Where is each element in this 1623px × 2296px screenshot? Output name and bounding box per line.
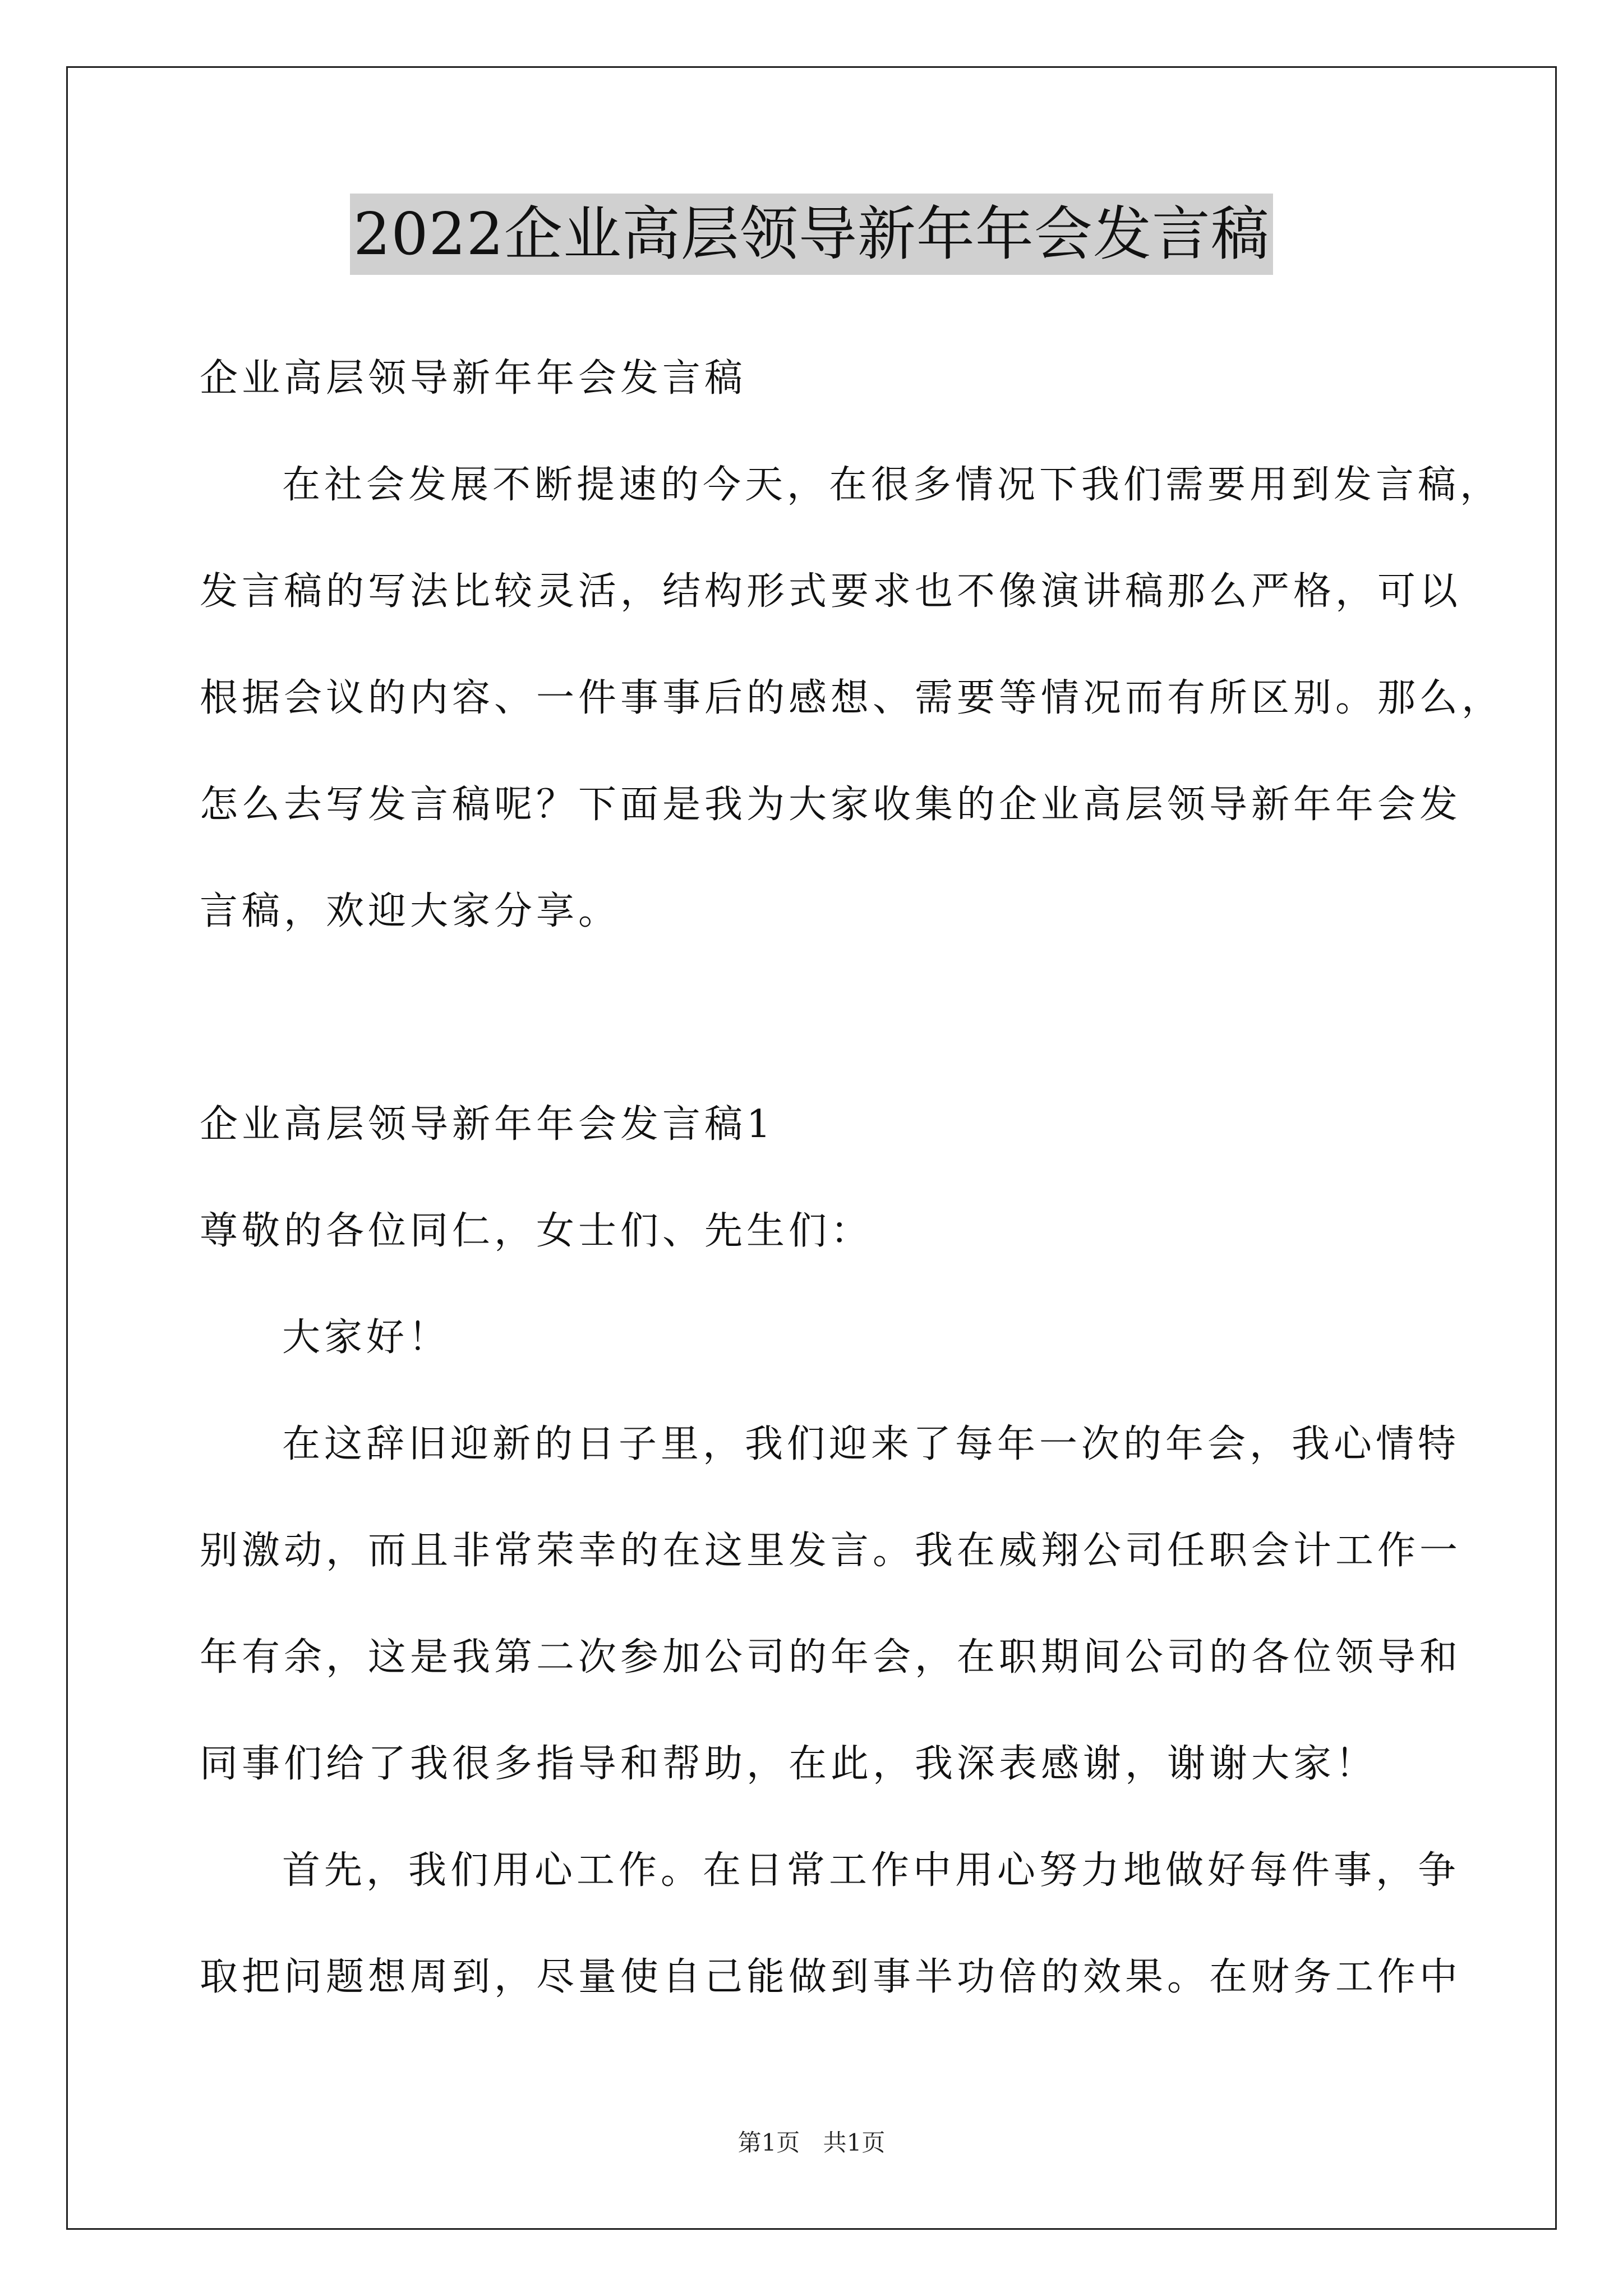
- section-heading: 企业高层领导新年年会发言稿1: [200, 1102, 775, 1147]
- greeting-line: 大家好！: [282, 1315, 451, 1360]
- title-container: [0, 194, 1623, 275]
- paragraph-line: 根据会议的内容、一件事事后的感想、需要等情况而有所区别。那么，: [200, 676, 1504, 720]
- paragraph-line: 同事们给了我很多指导和帮助，在此，我深表感谢，谢谢大家！: [200, 1742, 1378, 1786]
- page-number-current: 第1页: [737, 2129, 800, 2156]
- paragraph-line: 年有余，这是我第二次参加公司的年会，在职期间公司的各位领导和: [200, 1635, 1462, 1680]
- page-footer: [0, 2126, 1623, 2160]
- document-title: 2022企业高层领导新年年会发言稿: [350, 194, 1273, 275]
- paragraph-line: 取把问题想周到，尽量使自己能做到事半功倍的效果。在财务工作中: [200, 1955, 1462, 1999]
- paragraph-line: 发言稿的写法比较灵活，结构形式要求也不像演讲稿那么严格，可以: [200, 569, 1462, 614]
- paragraph-line: 别激动，而且非常荣幸的在这里发言。我在威翔公司任职会计工作一: [200, 1529, 1462, 1573]
- paragraph-line: 在社会发展不断提速的今天，在很多情况下我们需要用到发言稿，: [282, 463, 1502, 507]
- paragraph-line: 首先，我们用心工作。在日常工作中用心努力地做好每件事，争: [282, 1848, 1460, 1893]
- paragraph-line: 怎么去写发言稿呢？下面是我为大家收集的企业高层领导新年年会发: [200, 783, 1462, 827]
- salutation-line: 尊敬的各位同仁，女士们、先生们：: [200, 1209, 873, 1253]
- subtitle-line: 企业高层领导新年年会发言稿: [200, 356, 747, 401]
- paragraph-line: 在这辞旧迎新的日子里，我们迎来了每年一次的年会，我心情特: [282, 1422, 1460, 1466]
- paragraph-line: 言稿，欢迎大家分享。: [200, 889, 621, 933]
- page-number-total: 共1页: [823, 2129, 886, 2156]
